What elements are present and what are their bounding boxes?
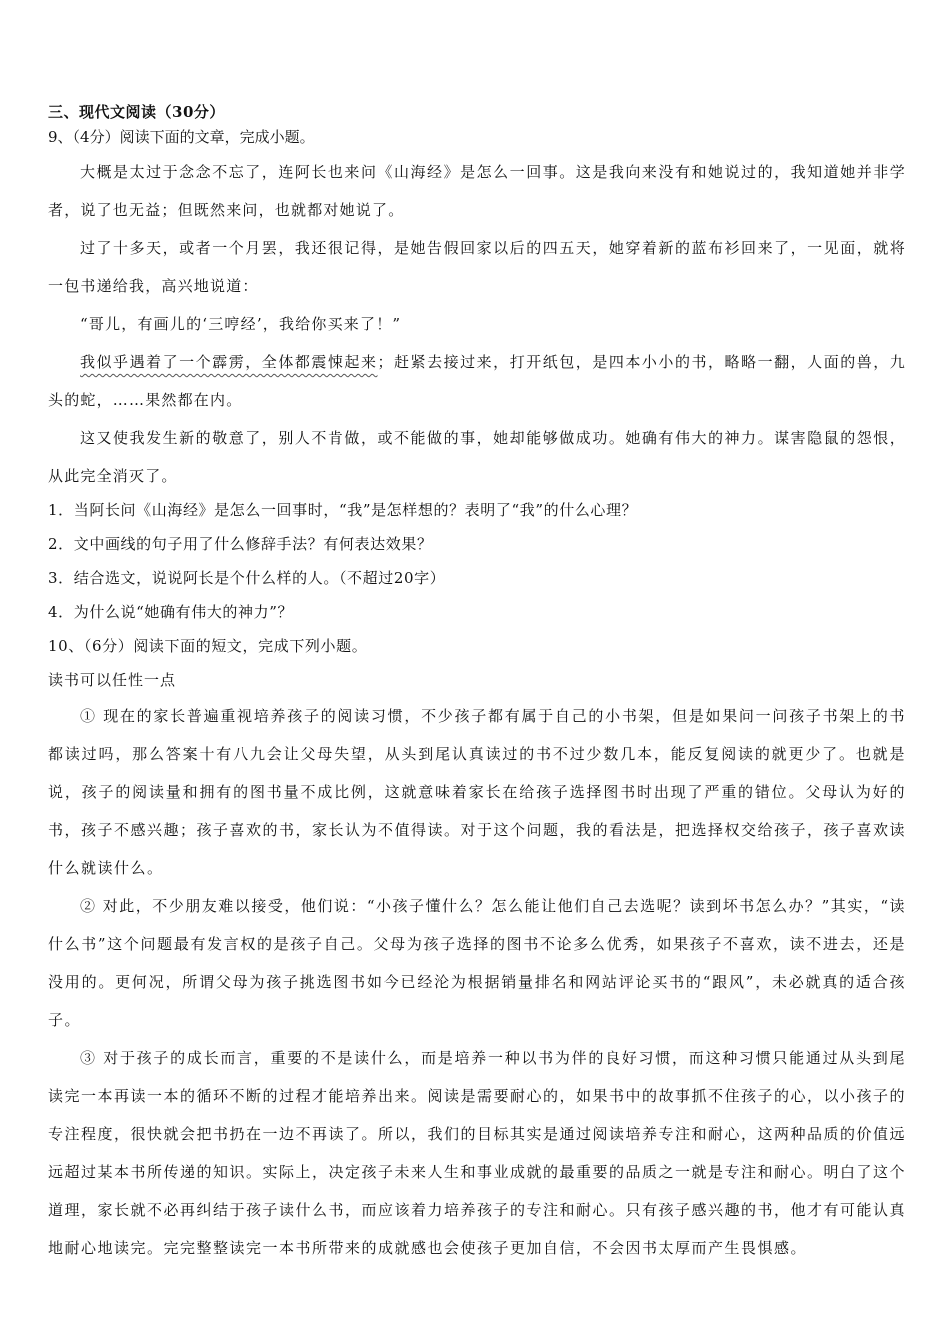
q9-paragraph-2: 过了十多天，或者一个月罢，我还很记得，是她告假回家以后的四五天，她穿着新的蓝布衫回来了，一见面，就将一包书递给我，高兴地说道： <box>48 239 906 295</box>
q9-quote: “哥儿，有画儿的‘三哼经’，我给你买来了！” <box>80 315 402 333</box>
q9-question-4: 4．为什么说“她确有伟大的神力”？ <box>48 603 294 621</box>
q10-paragraph-1: ① 现在的家长普遍重视培养孩子的阅读习惯，不少孩子都有属于自己的小书架，但是如果问一问孩子书架上的书都读过吗，那么答案十有八九会让父母失望，从头到尾认真读过的书不过少数几本，能反复阅读的就更少了。也就是说，孩子的阅读量和拥有的图书量不成比例，这就意味着家长在给孩子选择图书时出现了严重的错位。父母认为好的书，孩子不感兴趣；孩子喜欢的书，家长认为不值得读。对于这个问题，我的看法是，把选择权交给孩子，孩子喜欢读什么就读什么。 <box>48 707 907 877</box>
q9-heading: 9、（4分）阅读下面的文章，完成小题。 <box>48 128 315 146</box>
q9-question-1: 1．当阿长问《山海经》是怎么一回事时，“我”是怎样想的？表明了“我”的什么心理？ <box>48 501 638 519</box>
q10-paragraph-2: ② 对此，不少朋友难以接受，他们说：“小孩子懂什么？怎么能让他们自己去选呢？读到坏书怎么办？”其实，“读什么书”这个问题最有发言权的是孩子自己。父母为孩子选择的图书不论多么优秀，如果孩子不喜欢，读不进去，还是没用的。更何况，所谓父母为孩子挑选图书如今已经沦为根据销量排名和网站评论买书的“跟风”，未必就真的适合孩子。 <box>48 897 906 1029</box>
q9-paragraph-1: 大概是太过于念念不忘了，连阿长也来问《山海经》是怎么一回事。这是我向来没有和她说过的，我知道她并非学者，说了也无益；但既然来问，也就都对她说了。 <box>48 163 906 219</box>
q9-question-3: 3．结合选文，说说阿长是个什么样的人。（不超过20字） <box>48 569 446 587</box>
q10-heading: 10、（6分）阅读下面的短文，完成下列小题。 <box>48 637 368 655</box>
q9-paragraph-3 <box>48 343 906 419</box>
document-page <box>48 100 906 1267</box>
q10-paragraph-3: ③ 对于孩子的成长而言，重要的不是读什么，而是培养一种以书为伴的良好习惯，而这种习惯只能通过从头到尾读完一本再读一本的循环不断的过程才能培养出来。阅读是需要耐心的，如果书中的故事抓不住孩子的心，以小孩子的专注程度，很快就会把书扔在一边不再读了。所以，我们的目标其实是通过阅读培养专注和耐心，这两种品质的价值远远超过某本书所传递的知识。实际上，决定孩子未来人生和事业成就的最重要的品质之一就是专注和耐心。明白了这个道理，家长就不必再纠结于孩子读什么书，而应该着力培养孩子的专注和耐心。只有孩子感兴趣的书，他才有可能认真地耐心地读完。完完整整读完一本书所带来的成就感也会使孩子更加自信，不会因书太厚而产生畏惧感。 <box>48 1049 907 1257</box>
section-title: 三、现代文阅读（30分） <box>48 103 225 121</box>
article-title: 读书可以任性一点 <box>48 671 177 689</box>
q9-paragraph-3-rest: ；赶紧去接过来，打开纸包，是四本小小的书，略略一翻，人面的兽，九头的蛇，……果然都在内。 <box>48 353 907 409</box>
q9-questions <box>48 493 906 663</box>
underlined-sentence: 我似乎遇着了一个霹雳，全体都震悚起来 <box>80 353 378 371</box>
q9-paragraph-4: 这又使我发生新的敬意了，别人不肯做，或不能做的事，她却能够做成功。她确有伟大的神力。谋害隐鼠的怨恨，从此完全消灭了。 <box>48 429 906 485</box>
q9-question-2: 2．文中画线的句子用了什么修辞手法？有何表达效果？ <box>48 535 433 553</box>
